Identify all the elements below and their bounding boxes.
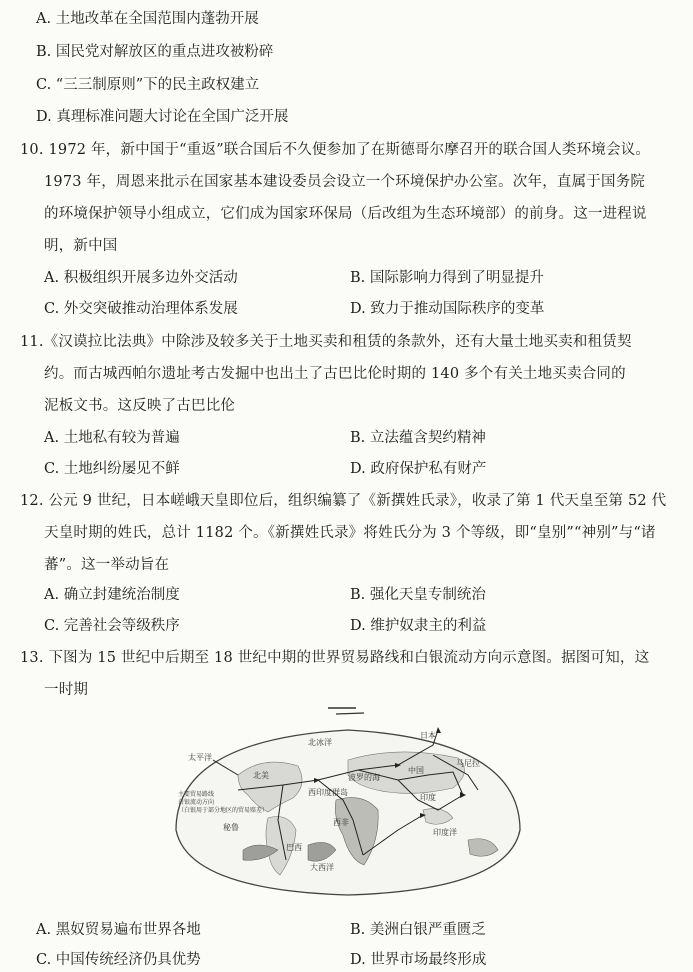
map-label-brazil: 巴西	[286, 843, 302, 852]
q10-option-c: C. 外交突破推动治理体系发展	[44, 301, 238, 317]
q11-stem-line-1: 11.《汉谟拉比法典》中除涉及较多关于土地买卖和租赁的条款外，还有大量土地买卖和租赁契	[20, 334, 632, 350]
legend-silver: 白银流动方向	[178, 799, 215, 806]
map-label-china: 中国	[408, 766, 424, 775]
q10-stem-line-1: 10. 1972 年，新中国于“重返”联合国后不久便参加了在斯德哥尔摩召开的联合国人类环境会议。	[20, 142, 651, 158]
q12-option-a: A. 确立封建统治制度	[44, 587, 180, 603]
q11-stem-line-3: 泥板文书。这反映了古巴比伦	[44, 398, 236, 414]
q10-option-d: D. 致力于推动国际秩序的变革	[350, 301, 545, 317]
map-label-manila: 马尼拉	[456, 759, 480, 768]
q13-option-d: D. 世界市场最终形成	[350, 952, 487, 968]
q10-option-b: B. 国际影响力得到了明显提升	[350, 270, 544, 286]
q13-option-c: C. 中国传统经济仍具优势	[36, 952, 201, 968]
world-map-figure	[168, 700, 528, 900]
map-label-arctic: 北冰洋	[308, 738, 332, 747]
q12-stem-line-1: 12. 公元 9 世纪，日本嵯峨天皇即位后，组织编纂了《新撰姓氏录》，收录了第 1 代天皇至第 52 代	[20, 493, 667, 509]
q11-option-b: B. 立法蕴含契约精神	[350, 430, 486, 446]
q9-option-b: B. 国民党对解放区的重点进攻被粉碎	[36, 44, 274, 60]
q13-stem-line-2: 一时期	[44, 682, 89, 698]
map-label-india: 印度	[420, 793, 436, 802]
q10-option-a: A. 积极组织开展多边外交活动	[44, 270, 238, 286]
map-label-pacific: 太平洋	[188, 753, 212, 762]
map-label-baltic: 波罗的海	[348, 773, 380, 782]
trade-route-map	[168, 700, 528, 900]
q11-option-a: A. 土地私有较为普遍	[44, 430, 180, 446]
q11-stem-line-2: 约。而古城西帕尔遗址考古发掘中也出土了古巴比伦时期的 140 多个有关土地买卖合同的	[44, 366, 626, 382]
q13-option-b: B. 美洲白银严重匮乏	[350, 922, 486, 938]
q12-stem-line-2: 天皇时期的姓氏，总计 1182 个。《新撰姓氏录》将姓氏分为 3 个等级，即“皇别”“神别”与“诸	[44, 525, 656, 541]
map-label-atlantic: 大西洋	[310, 863, 334, 872]
pen-stroke	[336, 713, 364, 714]
q12-option-d: D. 维护奴隶主的利益	[350, 618, 487, 634]
q9-option-a: A. 土地改革在全国范围内蓬勃开展	[36, 11, 259, 27]
map-label-west-africa: 西非	[333, 818, 349, 827]
q12-option-c: C. 完善社会等级秩序	[44, 618, 180, 634]
q10-stem-line-3: 的环境保护领导小组成立，它们成为国家环保局（后改组为生态环境部）的前身。这一进程说	[44, 206, 647, 222]
map-label-peru: 秘鲁	[223, 823, 239, 832]
q12-option-b: B. 强化天皇专制统治	[350, 587, 486, 603]
q13-option-a: A. 黑奴贸易遍布世界各地	[36, 922, 201, 938]
map-label-north-america: 北美	[253, 771, 269, 780]
q10-stem-line-2: 1973 年，周恩来批示在国家基本建设委员会设立一个环境保护办公室。次年，直属于国务院	[44, 174, 646, 190]
map-label-caribbean: 西印度群岛	[308, 788, 348, 797]
legend-note: （白银用于部分地区的贸易赔差）	[178, 807, 269, 814]
q11-option-d: D. 政府保护私有财产	[350, 461, 487, 477]
q11-option-c: C. 土地纠纷屡见不鲜	[44, 461, 180, 477]
map-label-japan: 日本	[420, 731, 436, 740]
q13-stem-line-1: 13. 下图为 15 世纪中后期至 18 世纪中期的世界贸易路线和白银流动方向示意图。据图可知，这	[20, 650, 650, 666]
map-label-indian-ocean: 印度洋	[433, 828, 457, 837]
q9-option-d: D. 真理标准问题大讨论在全国广泛开展	[36, 109, 289, 125]
q10-stem-line-4: 明，新中国	[44, 238, 118, 254]
legend-route: 主要贸易路线	[178, 791, 215, 798]
q12-stem-line-3: 蕃”。这一举动旨在	[44, 557, 170, 573]
q9-option-c: C. “三三制原则”下的民主政权建立	[36, 77, 260, 93]
